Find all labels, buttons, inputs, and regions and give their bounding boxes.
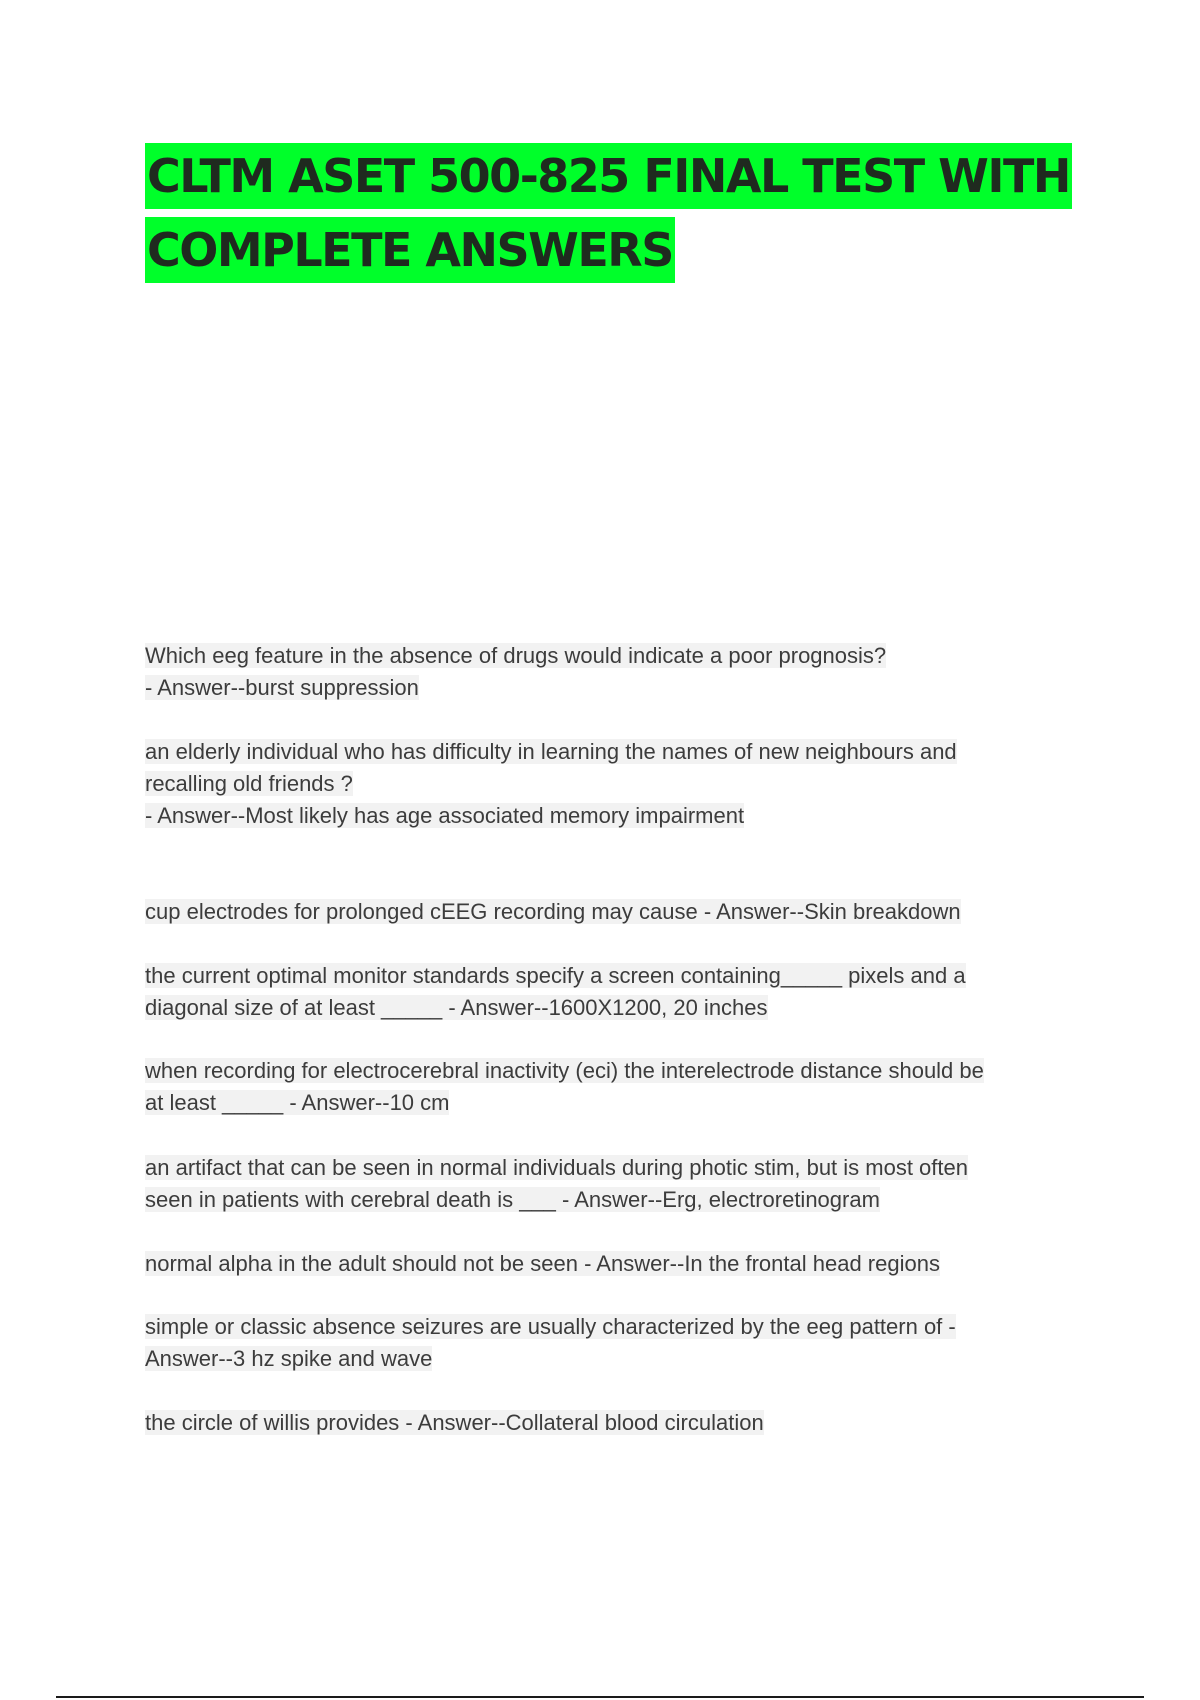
- qa-item: [145, 960, 1085, 1024]
- answer-text: - Answer--burst suppression: [145, 675, 419, 700]
- question-text: Which eeg feature in the absence of drugs would indicate a poor prognosis?: [145, 643, 887, 668]
- title-line-1: CLTM ASET 500-825 FINAL TEST WITH: [145, 143, 1072, 209]
- qa-text: simple or classic absence seizures are usually characterized by the eeg pattern of -: [145, 1314, 956, 1339]
- page-bottom-rule: [56, 1696, 1144, 1698]
- qa-text: Answer--3 hz spike and wave: [145, 1346, 433, 1371]
- document-title: [145, 143, 1105, 291]
- qa-item: [145, 640, 1085, 704]
- qa-item: [145, 1152, 1085, 1216]
- qa-text: cup electrodes for prolonged cEEG recording may cause - Answer--Skin breakdown: [145, 899, 961, 924]
- qa-item: [145, 1407, 1085, 1439]
- qa-text: seen in patients with cerebral death is ___ - Answer--Erg, electroretinogram: [145, 1187, 880, 1212]
- qa-item: [145, 1055, 1085, 1119]
- qa-item: [145, 1311, 1085, 1375]
- question-text: recalling old friends ?: [145, 771, 353, 796]
- qa-text: normal alpha in the adult should not be seen - Answer--In the frontal head regions: [145, 1251, 940, 1276]
- question-text: an elderly individual who has difficulty in learning the names of new neighbours and: [145, 739, 957, 764]
- qa-text: when recording for electrocerebral inactivity (eci) the interelectrode distance should be: [145, 1058, 984, 1083]
- qa-text: the circle of willis provides - Answer--Collateral blood circulation: [145, 1410, 764, 1435]
- qa-item: [145, 736, 1085, 832]
- qa-text: at least _____ - Answer--10 cm: [145, 1090, 450, 1115]
- qa-text: an artifact that can be seen in normal individuals during photic stim, but is most often: [145, 1155, 968, 1180]
- qa-text: the current optimal monitor standards specify a screen containing_____ pixels and a: [145, 963, 966, 988]
- answer-text: - Answer--Most likely has age associated memory impairment: [145, 803, 745, 828]
- qa-item: [145, 896, 1085, 928]
- qa-text: diagonal size of at least _____ - Answer--1600X1200, 20 inches: [145, 995, 768, 1020]
- title-line-2: COMPLETE ANSWERS: [145, 217, 675, 283]
- qa-item: [145, 1248, 1085, 1280]
